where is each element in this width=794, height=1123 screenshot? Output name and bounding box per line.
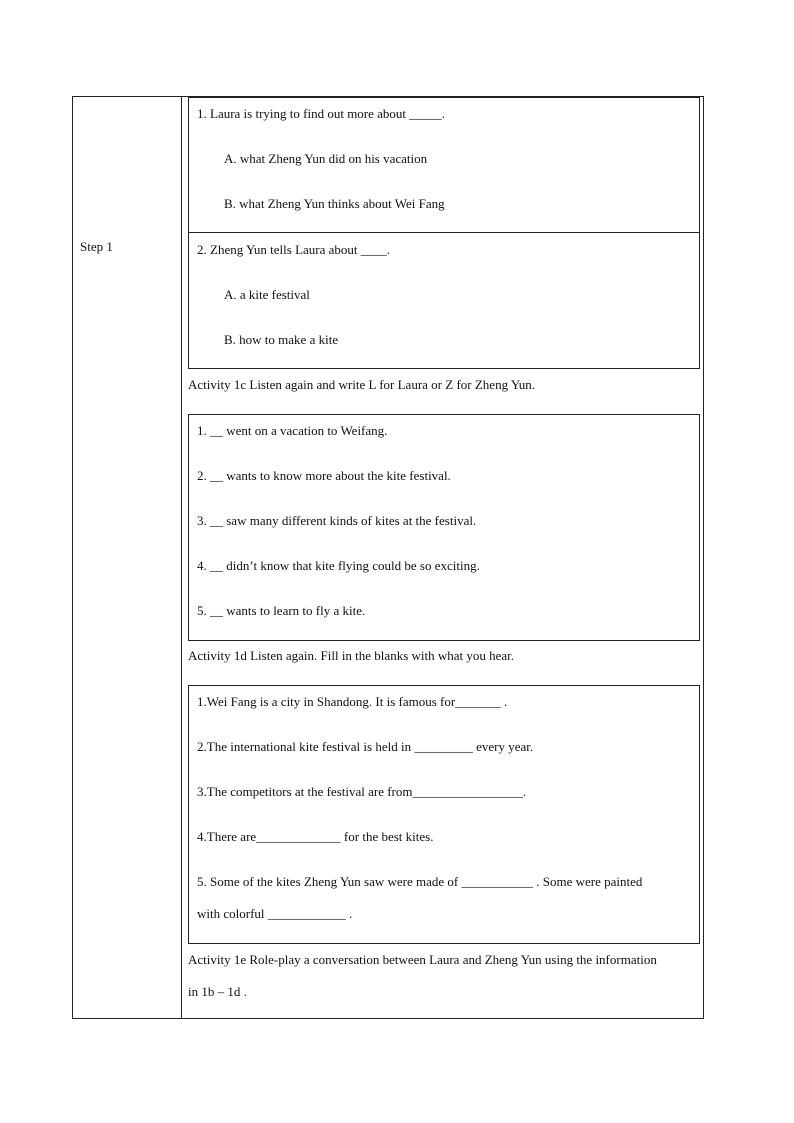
question-1-option-a: A. what Zheng Yun did on his vacation — [224, 151, 428, 166]
activity-1c-item-5: 5. __ wants to learn to fly a kite. — [197, 603, 366, 618]
activity-1d-item-3: 3.The competitors at the festival are from_________________. — [197, 784, 527, 799]
column-divider — [181, 97, 182, 1018]
step-label: Step 1 — [80, 239, 113, 254]
activity-1d-item-1: 1.Wei Fang is a city in Shandong. It is famous for_______ . — [197, 694, 508, 709]
question-2-stem: 2. Zheng Yun tells Laura about ____. — [197, 242, 391, 257]
activity-1c-item-2: 2. __ wants to know more about the kite festival. — [197, 468, 451, 483]
activity-1c-box — [188, 414, 700, 641]
activity-1c-item-1: 1. __ went on a vacation to Weifang. — [197, 423, 388, 438]
activity-1d-box — [188, 685, 700, 944]
activity-1d-item-5-continued: with colorful ____________ . — [197, 906, 353, 921]
question-2-option-a: A. a kite festival — [224, 287, 310, 302]
activity-1c-item-4: 4. __ didn’t know that kite flying could be so exciting. — [197, 558, 480, 573]
question-2-option-b: B. how to make a kite — [224, 332, 339, 347]
question-1-stem: 1. Laura is trying to find out more about _____. — [197, 106, 446, 121]
activity-1c-instruction: Activity 1c Listen again and write L for Laura or Z for Zheng Yun. — [188, 377, 536, 392]
activity-1d-item-5: 5. Some of the kites Zheng Yun saw were made of ___________ . Some were painted — [197, 874, 643, 889]
question-2-box — [188, 232, 700, 369]
question-1-option-b: B. what Zheng Yun thinks about Wei Fang — [224, 196, 445, 211]
activity-1e-instruction-line1: Activity 1e Role-play a conversation between Laura and Zheng Yun using the information — [188, 952, 657, 967]
activity-1d-instruction: Activity 1d Listen again. Fill in the blanks with what you hear. — [188, 648, 515, 663]
activity-1c-item-3: 3. __ saw many different kinds of kites at the festival. — [197, 513, 477, 528]
question-1-box — [188, 97, 700, 233]
activity-1d-item-4: 4.There are_____________ for the best kites. — [197, 829, 434, 844]
activity-1d-item-2: 2.The international kite festival is held in _________ every year. — [197, 739, 534, 754]
activity-1e-instruction-line2: in 1b – 1d . — [188, 984, 247, 999]
